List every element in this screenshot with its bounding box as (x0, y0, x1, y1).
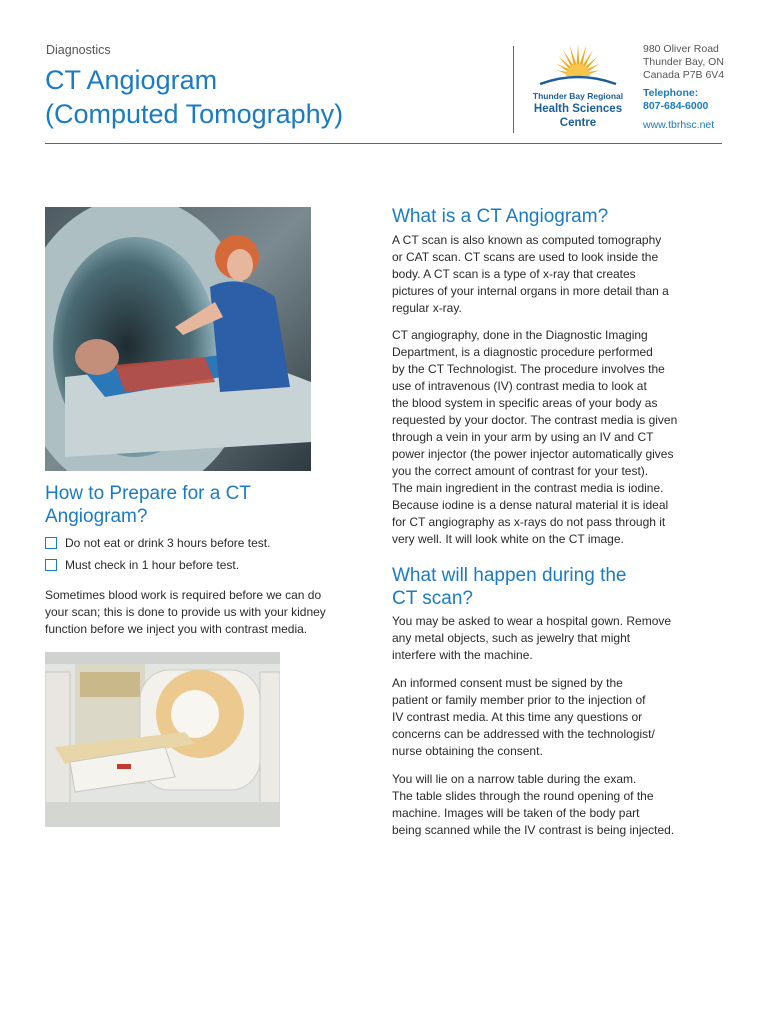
ct-scan-patient-photo (45, 207, 311, 471)
text-line: You will lie on a narrow table during the exam. (392, 772, 637, 786)
text-line: very well. It will look white on the CT image. (392, 532, 624, 546)
telephone-number: 807-684-6000 (643, 100, 709, 112)
text-line: being scanned while the IV contrast is being injected. (392, 823, 675, 837)
org-line-2: Health Sciences (533, 103, 623, 115)
text-line: patient or family member prior to the injection of (392, 693, 646, 707)
text-line: Because iodine is a dense natural material it is ideal (392, 498, 669, 512)
text-line: nurse obtaining the consent. (392, 744, 543, 758)
address-line-3: Canada P7B 6V4 (643, 69, 725, 81)
text-line: An informed consent must be signed by the (392, 676, 623, 690)
text-line: CT angiography, done in the Diagnostic Imaging (392, 328, 648, 342)
text-line: power injector (the power injector automatically gives (392, 447, 674, 461)
text-line: A CT scan is also known as computed tomography (392, 233, 662, 247)
text-line: by the CT Technologist. The procedure involves the (392, 362, 665, 376)
website-link[interactable]: www.tbrhsc.net (643, 119, 715, 131)
text-line: pictures of your internal organs in more detail than a (392, 284, 669, 298)
what-is-heading: What is a CT Angiogram? (392, 206, 609, 227)
during-scan-heading (392, 564, 732, 610)
what-is-paragraph-1 (392, 232, 732, 317)
sunrise-logo-icon (526, 42, 630, 88)
address-line-2: Thunder Bay, ON (643, 56, 724, 68)
text-line: Department, is a diagnostic procedure performed (392, 345, 653, 359)
text-line: your scan; this is done to provide us with your kidney (45, 605, 326, 619)
during-paragraph-1 (392, 613, 732, 664)
org-line-1: Thunder Bay Regional (532, 91, 624, 101)
page-title (45, 63, 343, 131)
text-line: The table slides through the round opening of the (392, 789, 654, 803)
text-line: through a vein in your arm by using an IV and CT (392, 430, 654, 444)
during-paragraph-2 (392, 675, 732, 760)
text-line: any metal objects, such as jewelry that might (392, 631, 631, 645)
title-line-1: CT Angiogram (45, 65, 218, 95)
checklist-item (45, 558, 239, 572)
header-divider (513, 46, 514, 133)
category-label: Diagnostics (46, 43, 111, 57)
organization-name (526, 91, 630, 130)
text-line: interfere with the machine. (392, 648, 533, 662)
checkbox-icon (45, 559, 57, 571)
text-line: or CAT scan. CT scans are used to look inside the (392, 250, 659, 264)
prepare-heading (45, 482, 335, 528)
checklist-text: Do not eat or drink 3 hours before test. (65, 536, 271, 550)
ct-machine-photo (45, 652, 280, 827)
checklist-text: Must check in 1 hour before test. (65, 558, 240, 572)
text-line: You may be asked to wear a hospital gown. Remove (392, 614, 672, 628)
text-line: regular x-ray. (392, 301, 462, 315)
what-is-paragraph-2 (392, 327, 732, 548)
text-line: requested by your doctor. The contrast media is given (392, 413, 678, 427)
header-rule (45, 143, 722, 144)
text-line: function before we inject you with contrast media. (45, 622, 308, 636)
text-line: for CT angiography as x-rays do not pass through it (392, 515, 666, 529)
contact-block (643, 43, 724, 132)
checklist-item (45, 536, 270, 550)
text-line: IV contrast media. At this time any questions or (392, 710, 643, 724)
during-paragraph-3 (392, 771, 737, 839)
text-line: Sometimes blood work is required before we can do (45, 588, 322, 602)
title-line-2: (Computed Tomography) (45, 99, 344, 129)
telephone-label: Telephone: (643, 87, 699, 99)
text-line: The main ingredient in the contrast media is iodine. (392, 481, 664, 495)
text-line: use of intravenous (IV) contrast media to look at (392, 379, 647, 393)
prepare-heading-line-1: How to Prepare for a CT (45, 483, 251, 504)
checkbox-icon (45, 537, 57, 549)
text-line: the blood system in specific areas of your body as (392, 396, 658, 410)
org-line-3: Centre (559, 117, 597, 129)
during-heading-line-2: CT scan? (392, 588, 473, 609)
during-heading-line-1: What will happen during the (392, 565, 627, 586)
text-line: concerns can be addressed with the technologist/ (392, 727, 655, 741)
address-line-1: 980 Oliver Road (643, 43, 719, 55)
text-line: body. A CT scan is a type of x-ray that creates (392, 267, 636, 281)
blood-work-paragraph (45, 587, 375, 638)
text-line: you the correct amount of contrast for your test). (392, 464, 649, 478)
text-line: machine. Images will be taken of the body part (392, 806, 640, 820)
prepare-heading-line-2: Angiogram? (45, 506, 148, 527)
